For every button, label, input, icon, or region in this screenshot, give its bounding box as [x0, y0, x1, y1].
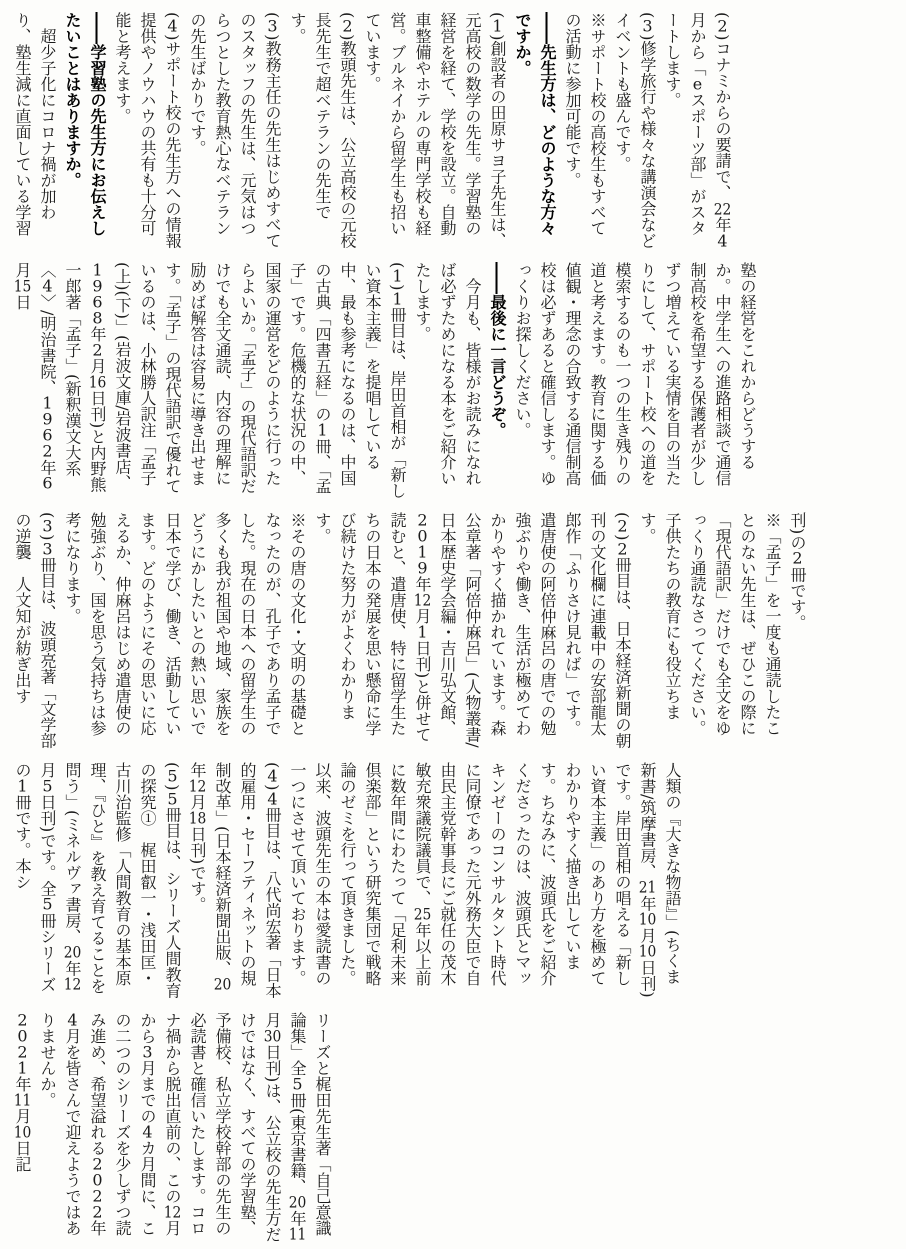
numbered-paragraph: (1)創設者の田原サヨ子先生は、元高校の数学の先生。学習塾の経営を経て、学校を設立。自動車整備やホテルの専門学校も経営。ブルネイから留学生も招いています。 [363, 12, 507, 249]
numbered-paragraph: (1)1冊目は、岸田首相が「新しい資本主義」を提唱している中、最も参考になるのは、中国の古典「四書五経」の1冊、「孟子」です。危機的な状況の中、国家の運営をどのように行ったらよいか。「孟子」の現代語訳だけでも全文通読、内容の理解に励めば解答は容易に導き出せます。「孟子」の現代語訳で優れているのは、小林勝人訳注「孟子(上)(下)」(岩波文庫/岩波書店、1968年2月16日刊)と内野熊一郎著「孟子」(新釈漢文大系〈4〉/明治書院、1962年6月15日 [13, 262, 407, 499]
numbered-paragraph: (5)5冊目は、シリーズ人間教育の探究① 梶田叡一・浅田匡・古川治監修「人間教育の基本原理、『ひと』を教え育てることを問う」(ミネルヴァ書房、20年12月5日刊)です。全5冊シリーズの1冊です。本シ [13, 762, 182, 999]
numbered-paragraph: (2)2冊目は、日本経済新聞の朝刊の文化欄に連載中の安部龍太郎作「ふりさけ見れば」です。遣唐使の阿倍仲麻呂の唐での勉強ぶりや働き、生活が極めてわかりやすく描かれています。森公章著「阿倍仲麻呂」(人物叢書/日本歴史学会編・吉川弘文館、2019年12月1日刊)と併せて読むと、遣唐使、特に留学生たちの日本の発展を思い懸命に学び続けた努力がよくわかります。 [313, 512, 632, 749]
continuation-paragraph: 人類の『大きな物語』」(ちくま新書/筑摩書房、21年10月10日刊)です。岸田首相の唱える「新しい資本主義」のあり方を極めてわかりやすく描き出しています。ちなみに、波頭氏をご紹介くださったのは、波頭氏とマッキンゼーのコンサルタント時代に同僚であった元外務大臣で自由民主党幹事長にご就任の茂木敏充衆議院議員で、25年以上前に数年間にわたって「足利未来倶楽部」という研究集団で戦略論のゼミを行って頂きました。以来、波頭先生の本は愛読書の一つにさせて頂いております。 [288, 762, 682, 998]
numbered-paragraph: (3)教務主任の先生はじめすべてのスタッフの先生は、元気はつらつとした教育熱心なベテランの先生ばかりです。 [188, 12, 282, 249]
numbered-paragraph: (2)コナミからの要請で、22年4月から「eスポーツ部」がスタートします。 [663, 12, 732, 249]
numbered-paragraph: (2)教頭先生は、公立高校の元校長先生で超ベテランの先生です。 [288, 12, 357, 249]
numbered-paragraph: (3)修学旅行や様々な講演会などイベントも盛んです。 [613, 12, 657, 249]
continuation-paragraph: リーズと梶田先生著「自己意識論集」全5冊(東京書籍、20年11月30日刊)は、公立校の先生方だけではなく、すべての学習塾、予備校、私立学校幹部の先生の必読書と確信いたします。コロナ禍から脱出直前の、この12月から3月までの4カ月間に、この二つのシリーズを少しずつ読み進め、希望溢れる2022年4月を皆さんで迎えようではありませんか。 [38, 1012, 332, 1243]
text-band-3 [10, 512, 810, 750]
continuation-paragraph: 塾の経営をこれからどうするか。中学生への進路相談で通信制高校を希望する保護者が少しずつ増えている実情を目の当たりにして、サポート校への道を模索するのも一つの生き残りの道と考えます。教育に関する価値観・理念の合致する通信制高校は必ずあると確信します。ゆっくりお探しください。 [513, 262, 757, 486]
text-band-2 [10, 262, 760, 500]
note-paragraph: ※サポート校の高校生もすべての活動に参加可能です。 [563, 12, 607, 236]
question-heading: ――先生方は、どのような方々ですか。 [513, 12, 557, 236]
continuation-paragraph: 刊)の2冊です。 [788, 512, 807, 631]
body-paragraph: 今月も、皆様がお読みになれば必ずためになる本をご紹介いたします。 [413, 262, 482, 486]
text-band-4 [10, 762, 685, 1000]
numbered-paragraph: (4)4冊目は、八代尚宏著「日本的雇用・セーフティネットの規制改革」(日本経済新聞出版、20年12月18日刊)です。 [188, 762, 282, 999]
body-paragraph: 超少子化にコロナ禍が加わり、塾生減に直面している学習 [13, 12, 57, 236]
text-band-1 [10, 12, 735, 250]
text-band-5 [10, 1012, 335, 1249]
note-paragraph: ※「孟子」を一度も通読したことのない先生は、ぜひこの際に「現代語訳」だけでも全文をゆっくり通読なさってください。子供たちの教育にも役立ちます。 [638, 512, 782, 736]
question-heading: ――最後に一言どうぞ。 [488, 262, 507, 438]
question-heading: ――学習塾の先生方にお伝えしたいことはありますか。 [63, 12, 107, 236]
numbered-paragraph: (3)3冊目は、波頭亮著「文学部の逆襲 人文知が紡ぎ出す [13, 512, 57, 749]
dateline: 2021年11月10日記 [13, 1012, 32, 1172]
numbered-paragraph: (4)サポート校の先生方への情報提供やノウハウの共有も十分可能と考えます。 [113, 12, 182, 249]
note-paragraph: ※その唐の文化・文明の基礎となったのが、孔子であり孟子でした。現在の日本への留学生の多くも我が祖国や地域、家族をどうにかしたいとの熱い思いで日本で学び、働き、活動しています。どのようにその思いに応えるか、仲麻呂はじめ遣唐使の勉強ぶり、国を思う気持ちは参考になります。 [63, 512, 307, 736]
